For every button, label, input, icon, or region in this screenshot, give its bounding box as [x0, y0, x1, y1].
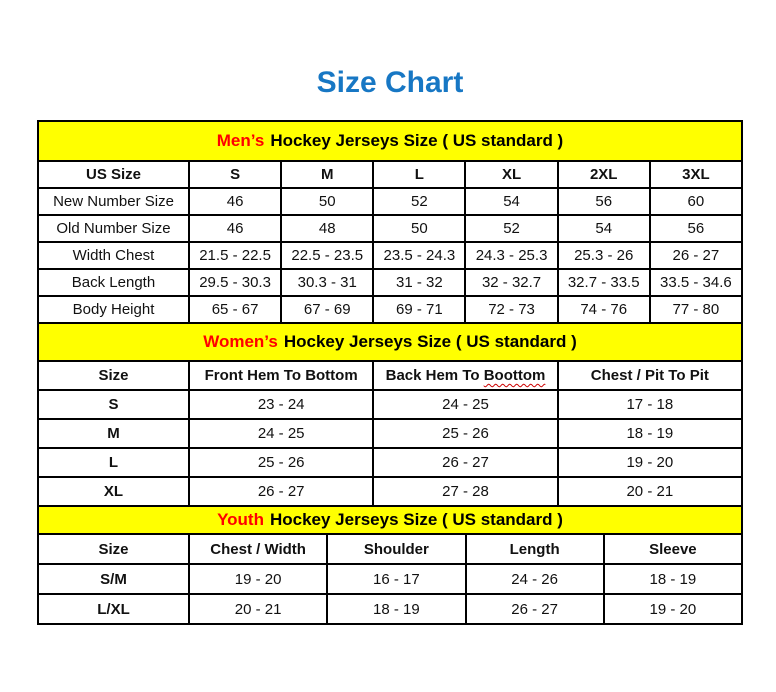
womens-value-cell: 27 - 28	[373, 477, 557, 506]
youth-column-header: Chest / Width	[189, 534, 327, 564]
mens-column-header: XL	[465, 161, 557, 188]
mens-value-cell: 60	[650, 188, 742, 215]
mens-value-cell: 50	[281, 188, 373, 215]
mens-column-header: M	[281, 161, 373, 188]
mens-value-cell: 23.5 - 24.3	[373, 242, 465, 269]
mens-size-table	[37, 160, 743, 324]
womens-row-label: S	[38, 390, 189, 419]
youth-banner-text: Hockey Jerseys Size ( US standard )	[269, 510, 563, 529]
page-title: Size Chart	[316, 66, 464, 99]
youth-row-label: S/M	[38, 564, 189, 594]
youth-banner-highlight: Youth	[217, 510, 264, 529]
mens-column-header: US Size	[38, 161, 189, 188]
womens-value-cell: 23 - 24	[189, 390, 373, 419]
size-chart-content	[37, 120, 743, 625]
mens-value-cell: 46	[189, 188, 281, 215]
mens-section	[37, 120, 743, 324]
mens-value-cell: 54	[465, 188, 557, 215]
mens-value-cell: 52	[465, 215, 557, 242]
mens-header-row	[38, 161, 742, 188]
mens-table-row	[38, 269, 742, 296]
youth-section	[37, 505, 743, 625]
mens-value-cell: 33.5 - 34.6	[650, 269, 742, 296]
mens-table-row	[38, 188, 742, 215]
mens-row-label: Width Chest	[38, 242, 189, 269]
womens-table-row	[38, 390, 742, 419]
womens-column-header: Chest / Pit To Pit	[558, 361, 742, 390]
mens-value-cell: 32 - 32.7	[465, 269, 557, 296]
mens-value-cell: 54	[558, 215, 650, 242]
womens-size-table	[37, 360, 743, 507]
mens-value-cell: 24.3 - 25.3	[465, 242, 557, 269]
mens-value-cell: 30.3 - 31	[281, 269, 373, 296]
womens-section	[37, 322, 743, 507]
mens-value-cell: 67 - 69	[281, 296, 373, 323]
womens-header-row	[38, 361, 742, 390]
youth-value-cell: 24 - 26	[466, 564, 604, 594]
mens-column-header: 2XL	[558, 161, 650, 188]
womens-value-cell: 19 - 20	[558, 448, 742, 477]
mens-value-cell: 26 - 27	[650, 242, 742, 269]
youth-column-header: Size	[38, 534, 189, 564]
womens-row-label: XL	[38, 477, 189, 506]
mens-column-header: S	[189, 161, 281, 188]
mens-value-cell: 65 - 67	[189, 296, 281, 323]
mens-value-cell: 56	[558, 188, 650, 215]
youth-column-header: Length	[466, 534, 604, 564]
womens-value-cell: 24 - 25	[373, 390, 557, 419]
mens-value-cell: 74 - 76	[558, 296, 650, 323]
mens-value-cell: 50	[373, 215, 465, 242]
mens-value-cell: 21.5 - 22.5	[189, 242, 281, 269]
youth-size-table	[37, 533, 743, 625]
womens-value-cell: 26 - 27	[189, 477, 373, 506]
womens-value-cell: 17 - 18	[558, 390, 742, 419]
womens-table-row	[38, 448, 742, 477]
womens-column-header: Back Hem To Boottom	[373, 361, 557, 390]
mens-row-label: Old Number Size	[38, 215, 189, 242]
womens-row-label: M	[38, 419, 189, 448]
youth-value-cell: 18 - 19	[327, 594, 465, 624]
mens-value-cell: 48	[281, 215, 373, 242]
mens-banner-highlight: Men’s	[216, 131, 265, 150]
womens-row-label: L	[38, 448, 189, 477]
mens-value-cell: 25.3 - 26	[558, 242, 650, 269]
mens-value-cell: 29.5 - 30.3	[189, 269, 281, 296]
mens-section-banner	[37, 120, 743, 162]
youth-row-label: L/XL	[38, 594, 189, 624]
mens-value-cell: 22.5 - 23.5	[281, 242, 373, 269]
womens-value-cell: 18 - 19	[558, 419, 742, 448]
youth-value-cell: 18 - 19	[604, 564, 742, 594]
womens-table-row	[38, 419, 742, 448]
mens-value-cell: 32.7 - 33.5	[558, 269, 650, 296]
youth-value-cell: 20 - 21	[189, 594, 327, 624]
mens-row-label: Back Length	[38, 269, 189, 296]
mens-table-row	[38, 215, 742, 242]
mens-table-row	[38, 242, 742, 269]
youth-table-row	[38, 594, 742, 624]
womens-section-banner	[37, 322, 743, 362]
misspelled-word: Boottom	[483, 367, 546, 384]
mens-row-label: New Number Size	[38, 188, 189, 215]
womens-banner-text: Hockey Jerseys Size ( US standard )	[283, 332, 577, 351]
youth-header-row	[38, 534, 742, 564]
womens-value-cell: 24 - 25	[189, 419, 373, 448]
womens-value-cell: 25 - 26	[373, 419, 557, 448]
womens-column-header: Size	[38, 361, 189, 390]
youth-column-header: Shoulder	[327, 534, 465, 564]
mens-value-cell: 46	[189, 215, 281, 242]
womens-banner-highlight: Women’s	[203, 332, 278, 351]
youth-value-cell: 16 - 17	[327, 564, 465, 594]
mens-value-cell: 69 - 71	[373, 296, 465, 323]
mens-table-row	[38, 296, 742, 323]
womens-value-cell: 25 - 26	[189, 448, 373, 477]
mens-banner-text: Hockey Jerseys Size ( US standard )	[270, 131, 564, 150]
mens-column-header: 3XL	[650, 161, 742, 188]
youth-value-cell: 26 - 27	[466, 594, 604, 624]
youth-column-header: Sleeve	[604, 534, 742, 564]
youth-value-cell: 19 - 20	[604, 594, 742, 624]
mens-row-label: Body Height	[38, 296, 189, 323]
mens-value-cell: 31 - 32	[373, 269, 465, 296]
mens-value-cell: 77 - 80	[650, 296, 742, 323]
youth-value-cell: 19 - 20	[189, 564, 327, 594]
womens-value-cell: 26 - 27	[373, 448, 557, 477]
mens-column-header: L	[373, 161, 465, 188]
mens-value-cell: 72 - 73	[465, 296, 557, 323]
mens-value-cell: 52	[373, 188, 465, 215]
mens-value-cell: 56	[650, 215, 742, 242]
youth-table-row	[38, 564, 742, 594]
womens-column-header: Front Hem To Bottom	[189, 361, 373, 390]
womens-value-cell: 20 - 21	[558, 477, 742, 506]
youth-section-banner	[37, 505, 743, 535]
womens-table-row	[38, 477, 742, 506]
